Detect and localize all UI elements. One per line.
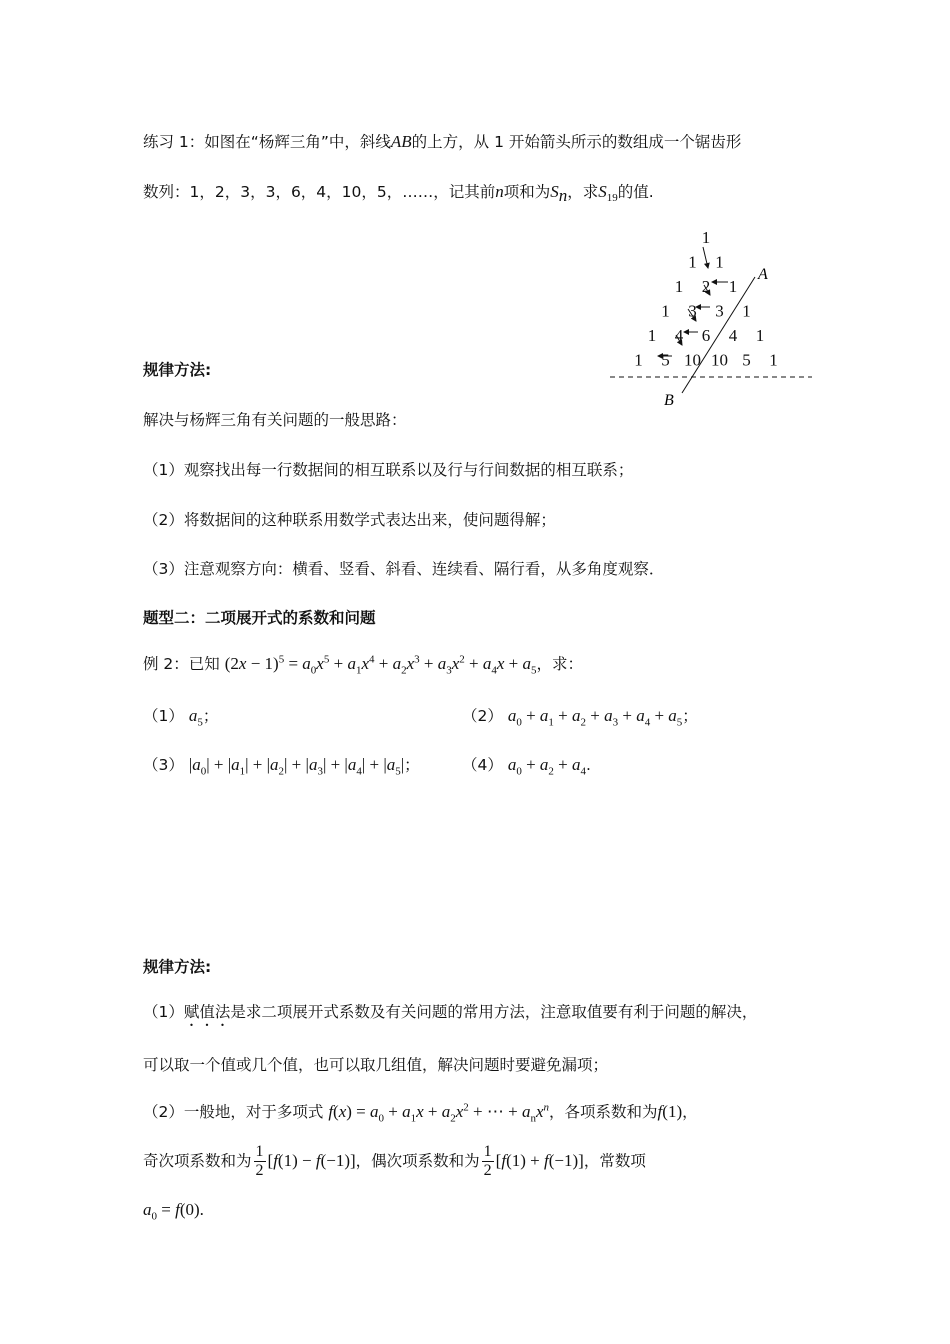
question-1-formula: $a_5$ [188, 706, 203, 729]
emphasized-term: 赋值法 [183, 1003, 231, 1021]
exercise-1-line-1 [143, 130, 741, 152]
triangle-number: 6 [701, 326, 711, 345]
triangle-number: 1 [755, 326, 765, 345]
exercise-1-sequence: 数列：1，2，3，3，6，4，10，5，……，记其前 [143, 183, 496, 201]
var-s: S [550, 182, 559, 201]
triangle-number: 3 [715, 301, 724, 321]
fraction-half-odd: $\frac{1}{2}$ [255, 1143, 264, 1179]
question-2-formula: $a_0 + a_1 + a_2 + a_3 + a_4 + a_5$ [507, 706, 683, 729]
triangle-number: 1 [769, 350, 778, 370]
method-1-intro: 解决与杨辉三角有关问题的一般思路： [143, 411, 407, 429]
method-2-point-1-text: 是求二项展开式系数及有关问题的常用方法，注意取值要有利于问题的解决， [230, 1003, 758, 1021]
triangle-number: 2 [701, 277, 711, 296]
method-2-point-3 [143, 1143, 646, 1180]
method-1-item-3: （3）注意观察方向：横看、竖看、斜看、连续看、隔行看，从多角度观察． [143, 560, 665, 578]
triangle-number: 4 [674, 326, 684, 345]
even-sum-formula: [f(1) + f(−1)] [495, 1151, 584, 1170]
triangle-number: 5 [661, 350, 670, 370]
triangle-number: 1 [742, 301, 751, 321]
method-2-point-1 [143, 1000, 757, 1030]
fraction-half-even: $\frac{1}{2}$ [483, 1143, 492, 1179]
question-4 [462, 753, 591, 777]
question-2-tail: ； [682, 707, 698, 725]
yanghui-triangle-figure [600, 225, 820, 410]
f-of-1: f(1) [657, 1102, 683, 1121]
question-2-label: （2） [462, 707, 503, 725]
triangle-number: 10 [684, 350, 701, 370]
triangle-number: 1 [661, 301, 670, 321]
odd-sum-formula: [f(1) − f(−1)] [267, 1151, 356, 1170]
method-2-point-1-line-2: 可以取一个值或几个值，也可以取几组值，解决问题时要避免漏项； [143, 1056, 609, 1074]
method-1-item-1: （1）观察找出每一行数据间的相互联系以及行与行间数据的相互联系； [143, 461, 634, 479]
type-2-heading: 题型二：二项展开式的系数和问题 [143, 609, 376, 627]
method-1-heading: 规律方法: [143, 361, 212, 379]
question-3-tail: ； [404, 756, 420, 774]
triangle-number: 10 [711, 350, 728, 370]
exercise-1-text-e: 的值. [617, 183, 654, 201]
var-s19-subscript: 19 [606, 192, 618, 205]
question-1-tail: ； [202, 707, 219, 725]
triangle-number: 1 [728, 277, 738, 296]
exercise-1-text-b: 的上方，从 1 开始箭头所示的数组成一个锯齿形 [411, 133, 742, 151]
exercise-1-text-c: 项和为 [503, 183, 551, 201]
exercise-1-text-d: ，求 [567, 183, 599, 201]
example-2-prefix: 例 2：已知 [143, 655, 220, 673]
method-2-point-2-tail: ， [682, 1103, 698, 1121]
triangle-number: 5 [742, 350, 751, 370]
question-1-label: （1） [143, 707, 184, 725]
label-b: B [664, 392, 674, 409]
question-4-tail: . [586, 756, 591, 774]
triangle-number: 4 [728, 326, 738, 345]
triangle-number: 3 [688, 301, 697, 321]
method-2-point-2-prefix: （2）一般地，对于多项式 [143, 1103, 324, 1121]
arrow-1-to-2 [703, 247, 708, 268]
line-ab-label: AB [390, 132, 412, 151]
method-2-point-2 [143, 1100, 698, 1124]
constant-term-formula: $a_0 = f(0)$. [143, 1200, 204, 1223]
binomial-expansion-formula: $(2x - 1)^5 = a_0x^5 + a_1x^4 + a_2x^3 + a_3x^2 + a_4x + a_5$ [224, 653, 537, 677]
even-sum-label: ，偶次项系数和为 [355, 1152, 480, 1170]
example-2-suffix: ，求： [536, 655, 584, 673]
var-n: n [495, 182, 504, 201]
method-2-heading: 规律方法: [143, 958, 212, 976]
triangle-number: 1 [715, 252, 724, 272]
question-1 [143, 704, 218, 728]
question-2 [462, 704, 698, 728]
triangle-number: 1 [674, 277, 684, 296]
var-s-subscript: n [558, 186, 568, 206]
triangle-number: 1 [701, 228, 711, 247]
exercise-1-line-2 [143, 180, 654, 206]
question-3-label: （3） [143, 756, 184, 774]
question-4-label: （4） [462, 756, 503, 774]
method-2-point-1-label: （1） [143, 1003, 184, 1021]
triangle-number: 1 [647, 326, 657, 345]
example-2-statement [143, 652, 583, 676]
question-4-formula: $a_0 + a_2 + a_4$ [507, 755, 586, 778]
method-1-item-2: （2）将数据间的这种联系用数学式表达出来，使问题得解； [143, 511, 556, 529]
var-s19: S [598, 182, 607, 201]
constant-term-label: ，常数项 [583, 1152, 646, 1170]
exercise-1-text-a: 练习 1：如图在“杨辉三角”中，斜线 [143, 133, 391, 151]
label-a: A [758, 266, 768, 283]
question-3 [143, 753, 420, 777]
odd-sum-label: 奇次项系数和为 [143, 1152, 252, 1170]
line-ab [682, 277, 755, 393]
question-3-formula: $|a_0| + |a_1| + |a_2| + |a_3| + |a_4| + |a_5|$ [188, 755, 405, 778]
polynomial-formula: $f(x) = a_0 + a_1x + a_2x^2$ + ⋯ + $a_nx^n$ [328, 1101, 550, 1125]
method-2-point-2-mid: ，各项系数和为 [549, 1103, 658, 1121]
triangle-number: 1 [688, 252, 697, 272]
triangle-number: 1 [634, 350, 643, 370]
